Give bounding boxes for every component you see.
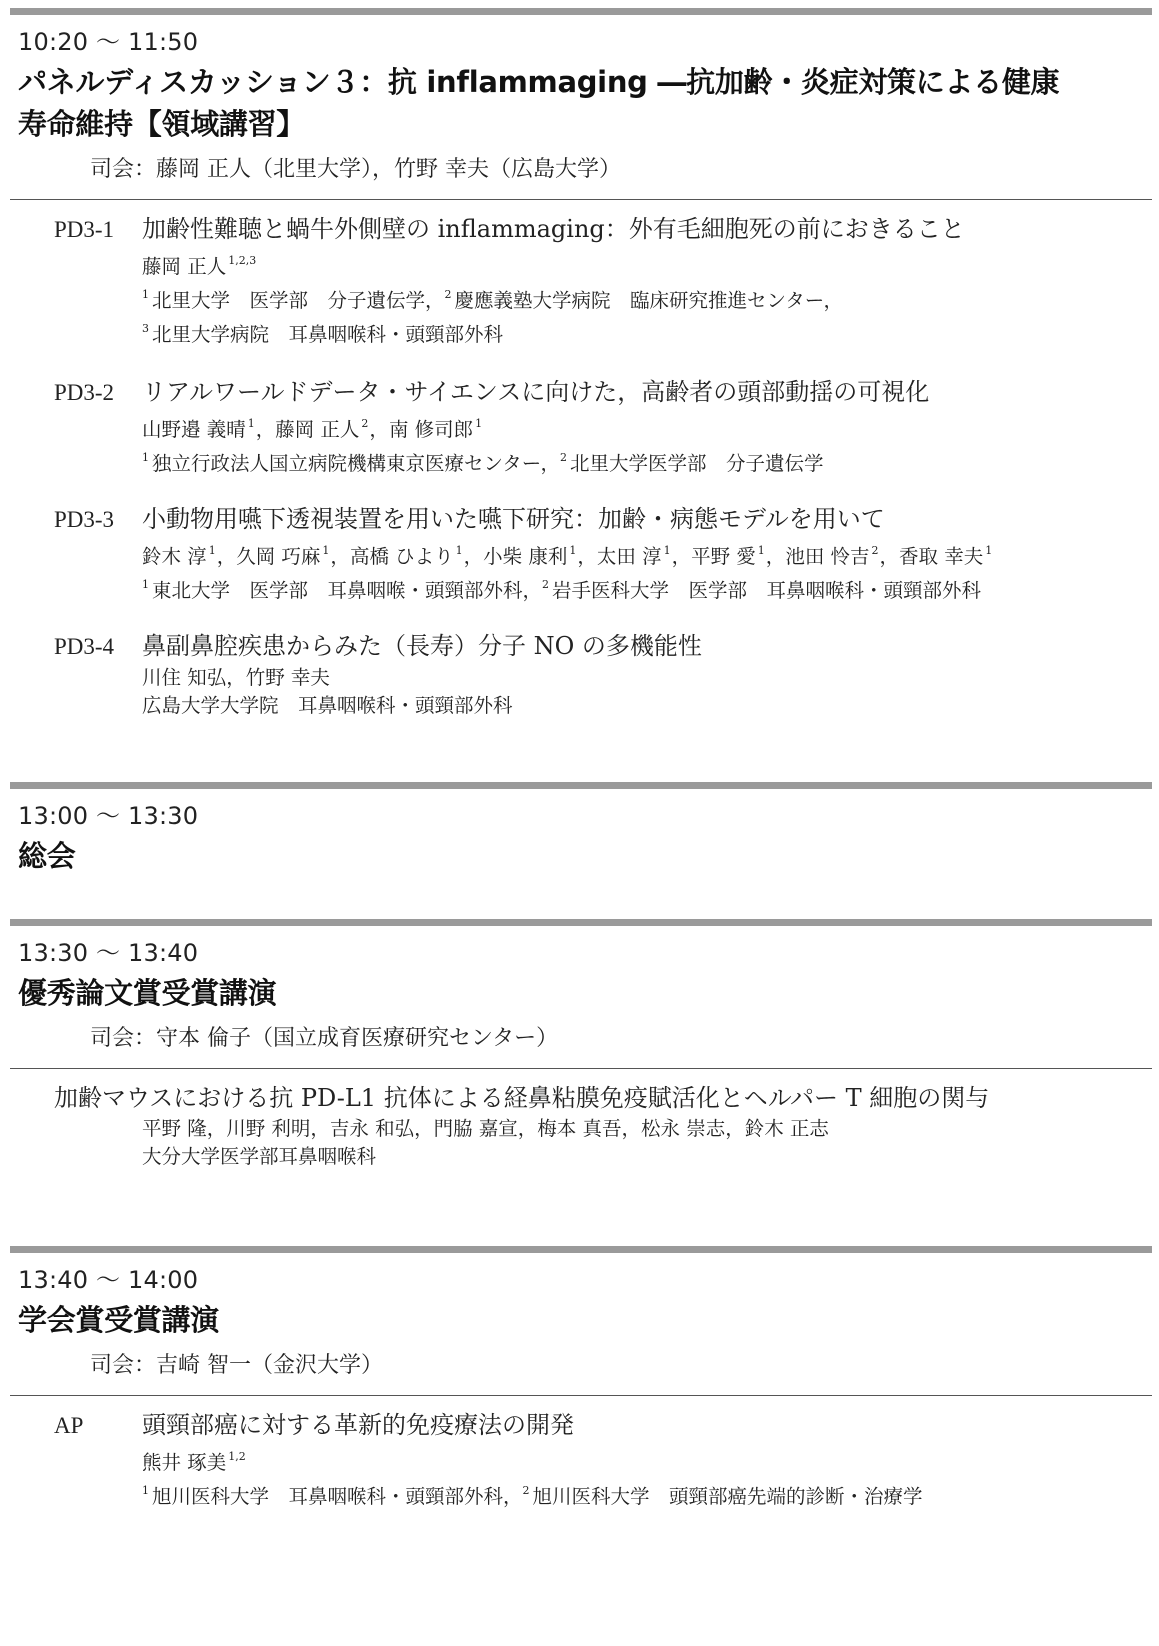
- author-list: [142, 247, 1136, 281]
- session-time: 13:00 ～ 13:30: [18, 802, 199, 830]
- affiliation-mark: 3: [142, 322, 149, 335]
- author-affiliation-mark: 1: [475, 417, 483, 430]
- session-panel-discussion-3: [10, 8, 1152, 720]
- author-list: 平野 隆，川野 利明，吉永 和弘，門脇 嘉宣，梅本 真吾，松永 崇志，鈴木 正志: [142, 1117, 829, 1140]
- author-separator: ，: [369, 418, 389, 441]
- affiliation-mark: 1: [142, 578, 149, 591]
- author-separator: ，: [671, 545, 692, 568]
- session-chair: 司会：守本 倫子（国立成育医療研究センター）: [90, 1026, 559, 1051]
- session-time: 10:20 ～ 11:50: [18, 28, 199, 56]
- session-time: 13:40 ～ 14:00: [18, 1266, 199, 1294]
- presentation-title: 小動物用嚥下透視装置を用いた嚥下研究：加齢・病態モデルを用いて: [142, 505, 885, 533]
- author-name: 香取 幸夫: [899, 545, 984, 568]
- presentation-id: PD3-2: [54, 380, 115, 405]
- session-title: 優秀論文賞受賞講演: [18, 976, 277, 1010]
- section-rule: [10, 199, 1152, 200]
- author-name: 藤岡 正人: [275, 418, 360, 441]
- session-society-award-lecture: [10, 1246, 1152, 1511]
- session-general-meeting: [10, 782, 1152, 877]
- presentation-pd3-4: [54, 629, 1136, 720]
- author-affiliation-mark: 1,2: [228, 1450, 246, 1463]
- session-chair: 司会：吉崎 智一（金沢大学）: [90, 1353, 383, 1378]
- affiliation-text: 旭川医科大学 耳鼻咽喉科・頭頸部外科，: [152, 1485, 523, 1508]
- section-divider: [10, 782, 1152, 789]
- author-name: 高橋 ひより: [349, 545, 454, 568]
- author-name: 熊井 琢美: [142, 1451, 227, 1474]
- affiliation-text: 北里大学医学部 分子遺伝学: [569, 452, 824, 475]
- presentation-title: 加齢性難聴と蝸牛外側壁の inflammaging：外有毛細胞死の前におきること: [142, 215, 965, 243]
- author-affiliation-mark: 1: [569, 544, 577, 557]
- author-affiliation-mark: 1: [208, 544, 216, 557]
- session-title: [18, 61, 1152, 145]
- presentation-id: AP: [54, 1413, 84, 1438]
- session-title: 総会: [18, 839, 76, 873]
- affiliation-text: 岩手医科大学 医学部 耳鼻咽喉科・頭頸部外科: [552, 579, 982, 602]
- author-separator: ，: [879, 545, 900, 568]
- session-paper-award-lecture: [10, 919, 1152, 1171]
- author-name: 鈴木 淳: [142, 545, 207, 568]
- session-title-line-1: パネルディスカッション３：抗 inflammaging ―抗加齢・炎症対策による健康: [18, 65, 1060, 99]
- affiliation-line: [142, 444, 1136, 478]
- affiliation-mark: 2: [559, 451, 567, 464]
- affiliation-text: 独立行政法人国立病院機構東京医療センター，: [152, 452, 560, 475]
- session-title-line-2: 寿命維持【領域講習】: [18, 107, 306, 141]
- section-divider: [10, 1246, 1152, 1253]
- author-separator: ，: [463, 545, 484, 568]
- affiliation-text: 旭川医科大学 頭頸部癌先端的診断・治療学: [532, 1485, 923, 1508]
- author-separator: ，: [330, 545, 350, 568]
- author-name: 小柴 康利: [483, 545, 568, 568]
- author-separator: ，: [216, 545, 237, 568]
- affiliation-text: 北里大学 医学部 分子遺伝学，: [152, 289, 445, 312]
- affiliation-line: 広島大学大学院 耳鼻咽喉科・頭頸部外科: [142, 694, 513, 717]
- author-list: [142, 1443, 1136, 1477]
- author-separator: ，: [255, 418, 276, 441]
- presentation-paper-award: [54, 1081, 1136, 1171]
- author-list: [142, 537, 1136, 571]
- author-affiliation-mark: 1: [322, 544, 330, 557]
- author-name: 南 修司郎: [388, 418, 474, 441]
- author-affiliation-mark: 2: [871, 544, 879, 557]
- affiliation-mark: 1: [142, 288, 149, 301]
- presentation-id: PD3-1: [54, 217, 115, 242]
- section-rule: [10, 1068, 1152, 1069]
- author-name: 藤岡 正人: [142, 255, 227, 278]
- affiliation-mark: 2: [542, 578, 550, 591]
- author-name: 太田 淳: [596, 545, 662, 568]
- affiliation-text: 北里大学病院 耳鼻咽喉科・頭頸部外科: [152, 323, 504, 346]
- session-time: 13:30 ～ 13:40: [18, 939, 199, 967]
- author-separator: ，: [765, 545, 786, 568]
- presentation-pd3-2: [54, 375, 1136, 478]
- author-name: 山野邉 義晴: [142, 418, 246, 441]
- affiliation-line: 大分大学医学部耳鼻咽喉科: [142, 1145, 377, 1168]
- affiliation-line: [142, 1477, 1136, 1511]
- section-divider: [10, 919, 1152, 926]
- author-name: 平野 愛: [691, 545, 756, 568]
- author-list: [142, 410, 1136, 444]
- presentation-id: PD3-4: [54, 634, 115, 659]
- affiliation-text: 東北大学 医学部 耳鼻咽喉・頭頸部外科，: [152, 579, 543, 602]
- presentation-pd3-1: [54, 212, 1136, 349]
- author-separator: ，: [577, 545, 597, 568]
- affiliation-mark: 2: [522, 1484, 530, 1497]
- affiliation-mark: 2: [444, 288, 452, 301]
- presentation-title: 鼻副鼻腔疾患からみた（長寿）分子 NO の多機能性: [142, 632, 702, 660]
- author-affiliation-mark: 2: [361, 417, 369, 430]
- affiliation-line: [142, 315, 1136, 349]
- affiliation-text: 慶應義塾大学病院 臨床研究推進センター，: [454, 289, 843, 312]
- author-affiliation-mark: 1: [757, 544, 765, 557]
- author-affiliation-mark: 1: [663, 544, 671, 557]
- author-affiliation-mark: 1,2,3: [228, 254, 257, 267]
- session-chair: 司会：藤岡 正人（北里大学），竹野 幸夫（広島大学）: [90, 157, 621, 182]
- affiliation-line: [142, 281, 1136, 315]
- presentation-title: 加齢マウスにおける抗 PD-L1 抗体による経鼻粘膜免疫賦活化とヘルパー T 細胞の関与: [54, 1084, 990, 1112]
- presentation-ap: [54, 1408, 1136, 1511]
- affiliation-line: [142, 571, 1136, 605]
- presentation-title: リアルワールドデータ・サイエンスに向けた，高齢者の頭部動揺の可視化: [142, 378, 930, 406]
- affiliation-mark: 1: [142, 1484, 149, 1497]
- author-affiliation-mark: 1: [247, 417, 255, 430]
- affiliation-mark: 1: [142, 451, 149, 464]
- presentation-id: PD3-3: [54, 507, 115, 532]
- author-name: 久岡 巧麻: [236, 545, 321, 568]
- author-name: 池田 怜吉: [785, 545, 870, 568]
- presentation-pd3-3: [54, 502, 1136, 605]
- section-rule: [10, 1395, 1152, 1396]
- section-divider: [10, 8, 1152, 15]
- author-list: 川住 知弘，竹野 幸夫: [142, 666, 330, 689]
- author-affiliation-mark: 1: [985, 544, 993, 557]
- author-affiliation-mark: 1: [455, 544, 463, 557]
- session-title: 学会賞受賞講演: [18, 1303, 219, 1337]
- presentation-title: 頭頸部癌に対する革新的免疫療法の開発: [142, 1411, 574, 1439]
